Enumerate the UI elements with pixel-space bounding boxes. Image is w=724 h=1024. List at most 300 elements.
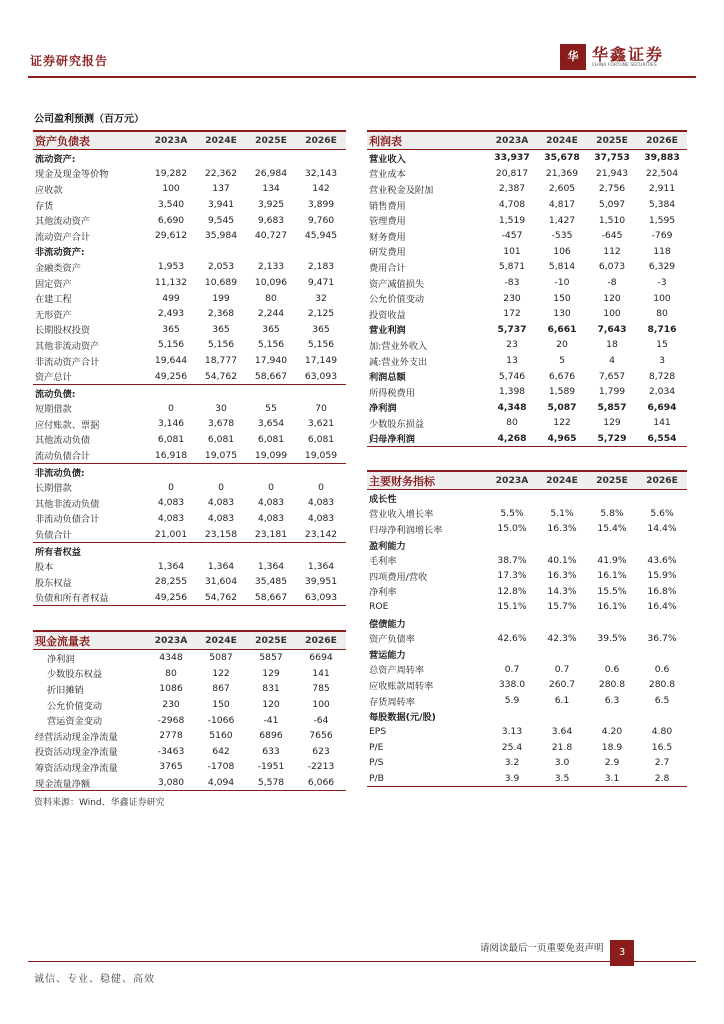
cell-value: 100 [603, 308, 621, 320]
cell-value: 16.1% [597, 570, 627, 582]
cell-value: 5,729 [587, 431, 637, 447]
cell-value [296, 542, 346, 558]
table-row [33, 432, 346, 448]
row-label: 公允价值变动 [47, 700, 103, 712]
cell-value: 5087 [209, 652, 233, 664]
cell-value [246, 150, 296, 166]
table-header-row [33, 131, 346, 150]
cell-value: 28,255 [154, 576, 188, 588]
cell-value: 38.7% [497, 554, 527, 566]
cell-value: 6,554 [637, 431, 687, 447]
row-label: 成长性 [369, 493, 397, 505]
row-label: 非流动负债合计 [35, 514, 100, 526]
cell-value: 19,099 [254, 449, 288, 461]
cell-value: 9,683 [257, 214, 285, 226]
cell-value: 6694 [309, 652, 333, 664]
cell-value [587, 708, 637, 724]
year-header: 2026E [637, 131, 687, 150]
table-row [33, 212, 346, 228]
cell-value: 16.5 [651, 741, 673, 753]
cell-value: 5160 [209, 730, 233, 742]
cell-value [246, 542, 296, 558]
year-header: 2024E [196, 131, 246, 150]
cell-value: 365 [262, 323, 280, 335]
cell-value: 365 [312, 323, 330, 335]
row-label: 筹资活动现金净流量 [35, 762, 118, 774]
cell-value: -10 [554, 277, 570, 289]
cell-value: 80 [265, 292, 277, 304]
cell-value: 4,083 [157, 512, 185, 524]
table-row [367, 353, 687, 369]
table-title: 主要财务指标 [367, 471, 487, 490]
table-row [367, 677, 687, 693]
cell-value: 1,589 [548, 386, 576, 398]
cell-value: 5 [559, 355, 565, 367]
cell-value: 5,156 [157, 339, 185, 351]
cell-value: -64 [313, 714, 329, 726]
cell-value: 5,156 [257, 339, 285, 351]
row-label: 净利润 [47, 653, 75, 665]
cell-value: 2,125 [307, 308, 335, 320]
cell-value: 3,941 [207, 199, 235, 211]
cell-value: 70 [315, 402, 327, 414]
cell-value: -8 [607, 277, 617, 289]
cell-value: 3.1 [587, 771, 637, 787]
data-source-note: 资料来源：Wind、华鑫证券研究 [34, 798, 165, 808]
cell-value: 31,604 [204, 576, 238, 588]
cell-value [587, 490, 637, 506]
cell-value: 15.4% [597, 523, 627, 535]
table-row [367, 568, 687, 584]
row-label: 资产负债率 [369, 634, 415, 646]
row-label: 负债和所有者权益 [33, 590, 146, 606]
year-header: 2023A [146, 131, 196, 150]
cell-value: 5,578 [246, 775, 296, 791]
cell-value [637, 537, 687, 553]
cell-value: 4,083 [157, 497, 185, 509]
row-label: P/B [367, 771, 487, 787]
table-row [367, 384, 687, 400]
row-label: 折旧摊销 [47, 684, 84, 696]
cell-value: 4,083 [307, 512, 335, 524]
cell-value: 260.7 [548, 679, 576, 691]
cell-value: 2.7 [654, 757, 670, 769]
row-label: 流动负债合计 [35, 451, 91, 463]
cell-value: 23,158 [204, 528, 238, 540]
year-header: 2025E [246, 631, 296, 650]
row-label: 金融类资产 [35, 262, 81, 274]
cell-value: 19,282 [154, 167, 188, 179]
table-row [33, 197, 346, 213]
cell-value: 11,132 [154, 277, 188, 289]
cell-value [487, 708, 537, 724]
year-header: 2026E [296, 631, 346, 650]
table-row [33, 666, 346, 682]
cell-value: 4,083 [207, 512, 235, 524]
cell-value: -3463 [157, 745, 185, 757]
cell-value: 37,753 [594, 152, 630, 164]
cell-value: 32,143 [304, 167, 338, 179]
row-label: 其他流动资产 [35, 216, 91, 228]
table-row [367, 228, 687, 244]
cell-value: 35,678 [544, 152, 580, 164]
table-row [367, 197, 687, 213]
table-row [367, 708, 687, 724]
cell-value [487, 490, 537, 506]
cell-value [537, 537, 587, 553]
cell-value: 3765 [159, 761, 183, 773]
row-label: 流动负债: [33, 384, 146, 400]
cell-value [146, 542, 196, 558]
cell-value: 4,083 [257, 512, 285, 524]
cell-value: 100 [653, 292, 671, 304]
cell-value: 23,181 [254, 528, 288, 540]
cell-value: 16.3% [547, 523, 577, 535]
logo-mark-icon: 华 [560, 44, 586, 70]
cell-value: 3,621 [307, 418, 335, 430]
row-label: 资产总计 [35, 372, 72, 384]
cell-value: 4,083 [257, 497, 285, 509]
cell-value: 2,133 [257, 261, 285, 273]
cell-value: 785 [312, 683, 330, 695]
row-label: 短期借款 [35, 404, 72, 416]
cell-value: 3.13 [501, 726, 523, 738]
cell-value: 8,716 [647, 323, 677, 335]
cell-value: 365 [212, 323, 230, 335]
cell-value: 16,918 [154, 449, 188, 461]
table-row [367, 771, 687, 787]
cell-value [537, 615, 587, 631]
row-label: 毛利率 [369, 556, 397, 568]
cell-value: 122 [553, 417, 571, 429]
table-row [33, 650, 346, 666]
cell-value: 129 [262, 667, 280, 679]
cell-value: 112 [603, 245, 621, 257]
cell-value: 20,817 [495, 167, 529, 179]
cell-value: 5.8% [600, 507, 624, 519]
cell-value: 5,737 [497, 323, 527, 335]
row-label: 无形资产 [35, 309, 72, 321]
cell-value: 6,676 [548, 370, 576, 382]
cell-value: 80 [656, 308, 668, 320]
row-label: 应收账款周转率 [369, 680, 434, 692]
cell-value: 80 [165, 667, 177, 679]
cell-value: 1,364 [207, 560, 235, 572]
cell-value: 22,504 [645, 167, 679, 179]
row-label: 非流动资产: [35, 247, 85, 259]
cell-value: 3,925 [257, 199, 285, 211]
year-header: 2023A [146, 631, 196, 650]
table-row [367, 552, 687, 568]
table-row [33, 384, 346, 400]
logo-name: 华鑫证券 [592, 45, 665, 64]
cell-value: 230 [503, 292, 521, 304]
cell-value: 49,256 [154, 370, 188, 382]
cell-value: 6,329 [648, 261, 676, 273]
table-row [367, 630, 687, 646]
cell-value: 130 [553, 308, 571, 320]
row-label: 少数股东权益 [47, 669, 103, 681]
row-label: EPS [369, 726, 387, 738]
cell-value: 365 [162, 323, 180, 335]
cell-value: 172 [503, 308, 521, 320]
row-label: 归母净利润增长率 [369, 524, 443, 536]
cell-value: 6896 [259, 730, 283, 742]
row-label: 所得税费用 [369, 387, 415, 399]
financial-indicators-table [367, 470, 687, 787]
cell-value: 1,953 [157, 261, 185, 273]
cell-value: 142 [312, 183, 330, 195]
balance-sheet-table [33, 130, 346, 606]
cell-value: 2,605 [548, 183, 576, 195]
cell-value: 7656 [309, 730, 333, 742]
cell-value: 63,093 [304, 370, 338, 382]
cell-value: 6,073 [598, 261, 626, 273]
table-row [33, 181, 346, 197]
row-label: 偿债能力 [369, 618, 406, 630]
cell-value: 6.3 [604, 695, 620, 707]
cell-value [146, 463, 196, 479]
table-row [33, 401, 346, 417]
cell-value [296, 463, 346, 479]
row-label: 长期股权投资 [35, 325, 91, 337]
cell-value: 0 [168, 481, 174, 493]
cell-value: 100 [312, 699, 330, 711]
cell-value [246, 244, 296, 260]
cell-value: 6.1 [554, 695, 570, 707]
cell-value: 40,727 [254, 230, 288, 242]
cell-value: 4,083 [307, 497, 335, 509]
table-row [367, 337, 687, 353]
cell-value: 150 [553, 292, 571, 304]
table-row [367, 646, 687, 662]
row-label: P/S [369, 757, 384, 769]
table-row [33, 228, 346, 244]
table-row [367, 181, 687, 197]
cell-value: 141 [653, 417, 671, 429]
cell-value: 30 [215, 402, 227, 414]
table-row [33, 495, 346, 511]
year-header: 2024E [196, 631, 246, 650]
cell-value: 3.9 [487, 771, 537, 787]
cell-value: 5,871 [498, 261, 526, 273]
cell-value: 2,368 [207, 308, 235, 320]
cell-value: 4 [609, 355, 615, 367]
cell-value [587, 537, 637, 553]
cell-value: 122 [212, 667, 230, 679]
row-label: 净利率 [369, 587, 397, 599]
cell-value: 5.5% [500, 507, 524, 519]
cell-value: -3 [657, 277, 667, 289]
table-row [367, 244, 687, 260]
cell-value: 4,965 [537, 431, 587, 447]
row-label: ROE [369, 601, 389, 613]
year-header: 2025E [587, 131, 637, 150]
cell-value: 2,053 [207, 261, 235, 273]
cell-value: 120 [262, 699, 280, 711]
cell-value: 15.9% [647, 570, 677, 582]
cell-value: 120 [603, 292, 621, 304]
cell-value: 338.0 [498, 679, 526, 691]
cell-value: 21,943 [595, 167, 629, 179]
cell-value: -83 [504, 277, 520, 289]
cell-value [296, 150, 346, 166]
table-row [33, 275, 346, 291]
cell-value: -1708 [207, 761, 235, 773]
cell-value: 199 [212, 292, 230, 304]
table-row [33, 306, 346, 322]
year-header: 2024E [537, 131, 587, 150]
cell-value: 36.7% [647, 632, 677, 644]
row-label: 利润总额 [369, 372, 406, 384]
cell-value: 106 [553, 245, 571, 257]
cell-value: -535 [551, 230, 573, 242]
row-label: 现金及现金等价物 [35, 169, 109, 181]
row-label: 负债合计 [35, 530, 72, 542]
cell-value: 13 [506, 355, 518, 367]
table-row [367, 724, 687, 740]
page-number: 3 [610, 940, 634, 966]
cell-value: 3.2 [504, 757, 520, 769]
table-row [367, 431, 687, 447]
cell-value: 3.5 [537, 771, 587, 787]
table-row [33, 542, 346, 558]
table-row [33, 744, 346, 760]
year-header: 2026E [296, 131, 346, 150]
cell-value [146, 150, 196, 166]
row-label: 非流动资产合计 [35, 356, 100, 368]
table-row [33, 166, 346, 182]
cell-value: 4,083 [207, 497, 235, 509]
cell-value: -645 [601, 230, 623, 242]
row-label: P/E [369, 741, 384, 753]
cell-value: 118 [653, 245, 671, 257]
row-label: 归母净利润 [367, 431, 487, 447]
row-label: 其他非流动资产 [35, 340, 100, 352]
table-row [33, 759, 346, 775]
cell-value: 1,427 [548, 214, 576, 226]
cell-value: 0.6 [604, 663, 620, 675]
cell-value: 6,661 [547, 323, 577, 335]
row-label: 每股数据(元/股) [369, 712, 436, 724]
table-row [33, 479, 346, 495]
cell-value: 3.0 [554, 757, 570, 769]
table-row [367, 693, 687, 709]
cell-value: 4,348 [497, 401, 527, 413]
cell-value: -1066 [207, 714, 235, 726]
cell-value: 3,080 [146, 775, 196, 791]
cell-value: 39,883 [644, 152, 680, 164]
cell-value: 6,081 [307, 433, 335, 445]
cell-value: 7,657 [598, 370, 626, 382]
cell-value: 2,244 [257, 308, 285, 320]
cell-value: -2213 [307, 761, 335, 773]
cell-value: 29,612 [154, 230, 188, 242]
cell-value: 1,799 [598, 386, 626, 398]
row-label: 长期借款 [35, 483, 72, 495]
cell-value: 5,384 [648, 199, 676, 211]
cell-value: 21,369 [545, 167, 579, 179]
row-label: 经营活动现金净流量 [35, 731, 118, 743]
cell-value: 18,777 [204, 355, 238, 367]
cell-value: 25.4 [501, 741, 523, 753]
row-label: 投资收益 [369, 309, 406, 321]
cell-value: 18.9 [601, 741, 623, 753]
cell-value: 35,984 [204, 230, 238, 242]
cell-value [537, 708, 587, 724]
row-label: 存货 [35, 200, 54, 212]
cell-value [487, 646, 537, 662]
cell-value: 9,760 [307, 214, 335, 226]
cell-value: 3.64 [551, 726, 573, 738]
cell-value: 2,493 [157, 308, 185, 320]
row-label: 现金流量净额 [33, 775, 146, 791]
row-label: 股东权益 [35, 577, 72, 589]
row-label: 投资活动现金净流量 [35, 747, 118, 759]
company-logo [560, 42, 670, 74]
section-title: 公司盈利预测（百万元） [34, 114, 144, 125]
cell-value: 54,762 [204, 370, 238, 382]
row-label: 研发费用 [369, 247, 406, 259]
cell-value: 5,097 [598, 199, 626, 211]
cell-value: -1951 [257, 761, 285, 773]
row-label: 其他非流动负债 [35, 498, 100, 510]
row-label: 四项费用/营收 [369, 571, 428, 583]
row-label: 销售费用 [369, 200, 406, 212]
cell-value: 43.6% [647, 554, 677, 566]
table-row [33, 775, 346, 791]
row-label: 减:营业外支出 [369, 356, 428, 368]
row-label: 财务费用 [369, 231, 406, 243]
cell-value: 642 [212, 745, 230, 757]
cell-value: 15.1% [497, 601, 527, 613]
cell-value: 4,268 [487, 431, 537, 447]
cell-value [196, 150, 246, 166]
disclaimer-link[interactable]: 请阅读最后一页重要免责声明 [480, 943, 604, 954]
table-row [33, 244, 346, 260]
cell-value [487, 537, 537, 553]
cell-value: -41 [263, 714, 279, 726]
cell-value: 129 [603, 417, 621, 429]
cell-value: 14.3% [547, 585, 577, 597]
cell-value [637, 615, 687, 631]
year-header: 2026E [637, 471, 687, 490]
cell-value: 10,689 [204, 277, 238, 289]
cell-value: 1,510 [598, 214, 626, 226]
row-label: 流动资产: [35, 153, 76, 165]
row-label: 总资产周转率 [369, 665, 425, 677]
row-label: 营业成本 [369, 169, 406, 181]
cell-value: 1,595 [648, 214, 676, 226]
cell-value: 2,387 [498, 183, 526, 195]
row-label: 费用合计 [369, 262, 406, 274]
cell-value: 15.5% [597, 585, 627, 597]
cell-value: 831 [262, 683, 280, 695]
cell-value: 2.8 [637, 771, 687, 787]
cell-value: 26,984 [254, 167, 288, 179]
cell-value: 35,485 [254, 576, 288, 588]
cell-value: 9,545 [207, 214, 235, 226]
table-title: 现金流量表 [33, 631, 146, 650]
cell-value: 23,142 [304, 528, 338, 540]
table-row [33, 526, 346, 542]
cell-value: 19,075 [204, 449, 238, 461]
cell-value: 5,814 [548, 261, 576, 273]
cell-value: 0 [318, 481, 324, 493]
cell-value: 7,643 [597, 323, 627, 335]
cell-value: 80 [506, 417, 518, 429]
table-row [33, 150, 346, 166]
